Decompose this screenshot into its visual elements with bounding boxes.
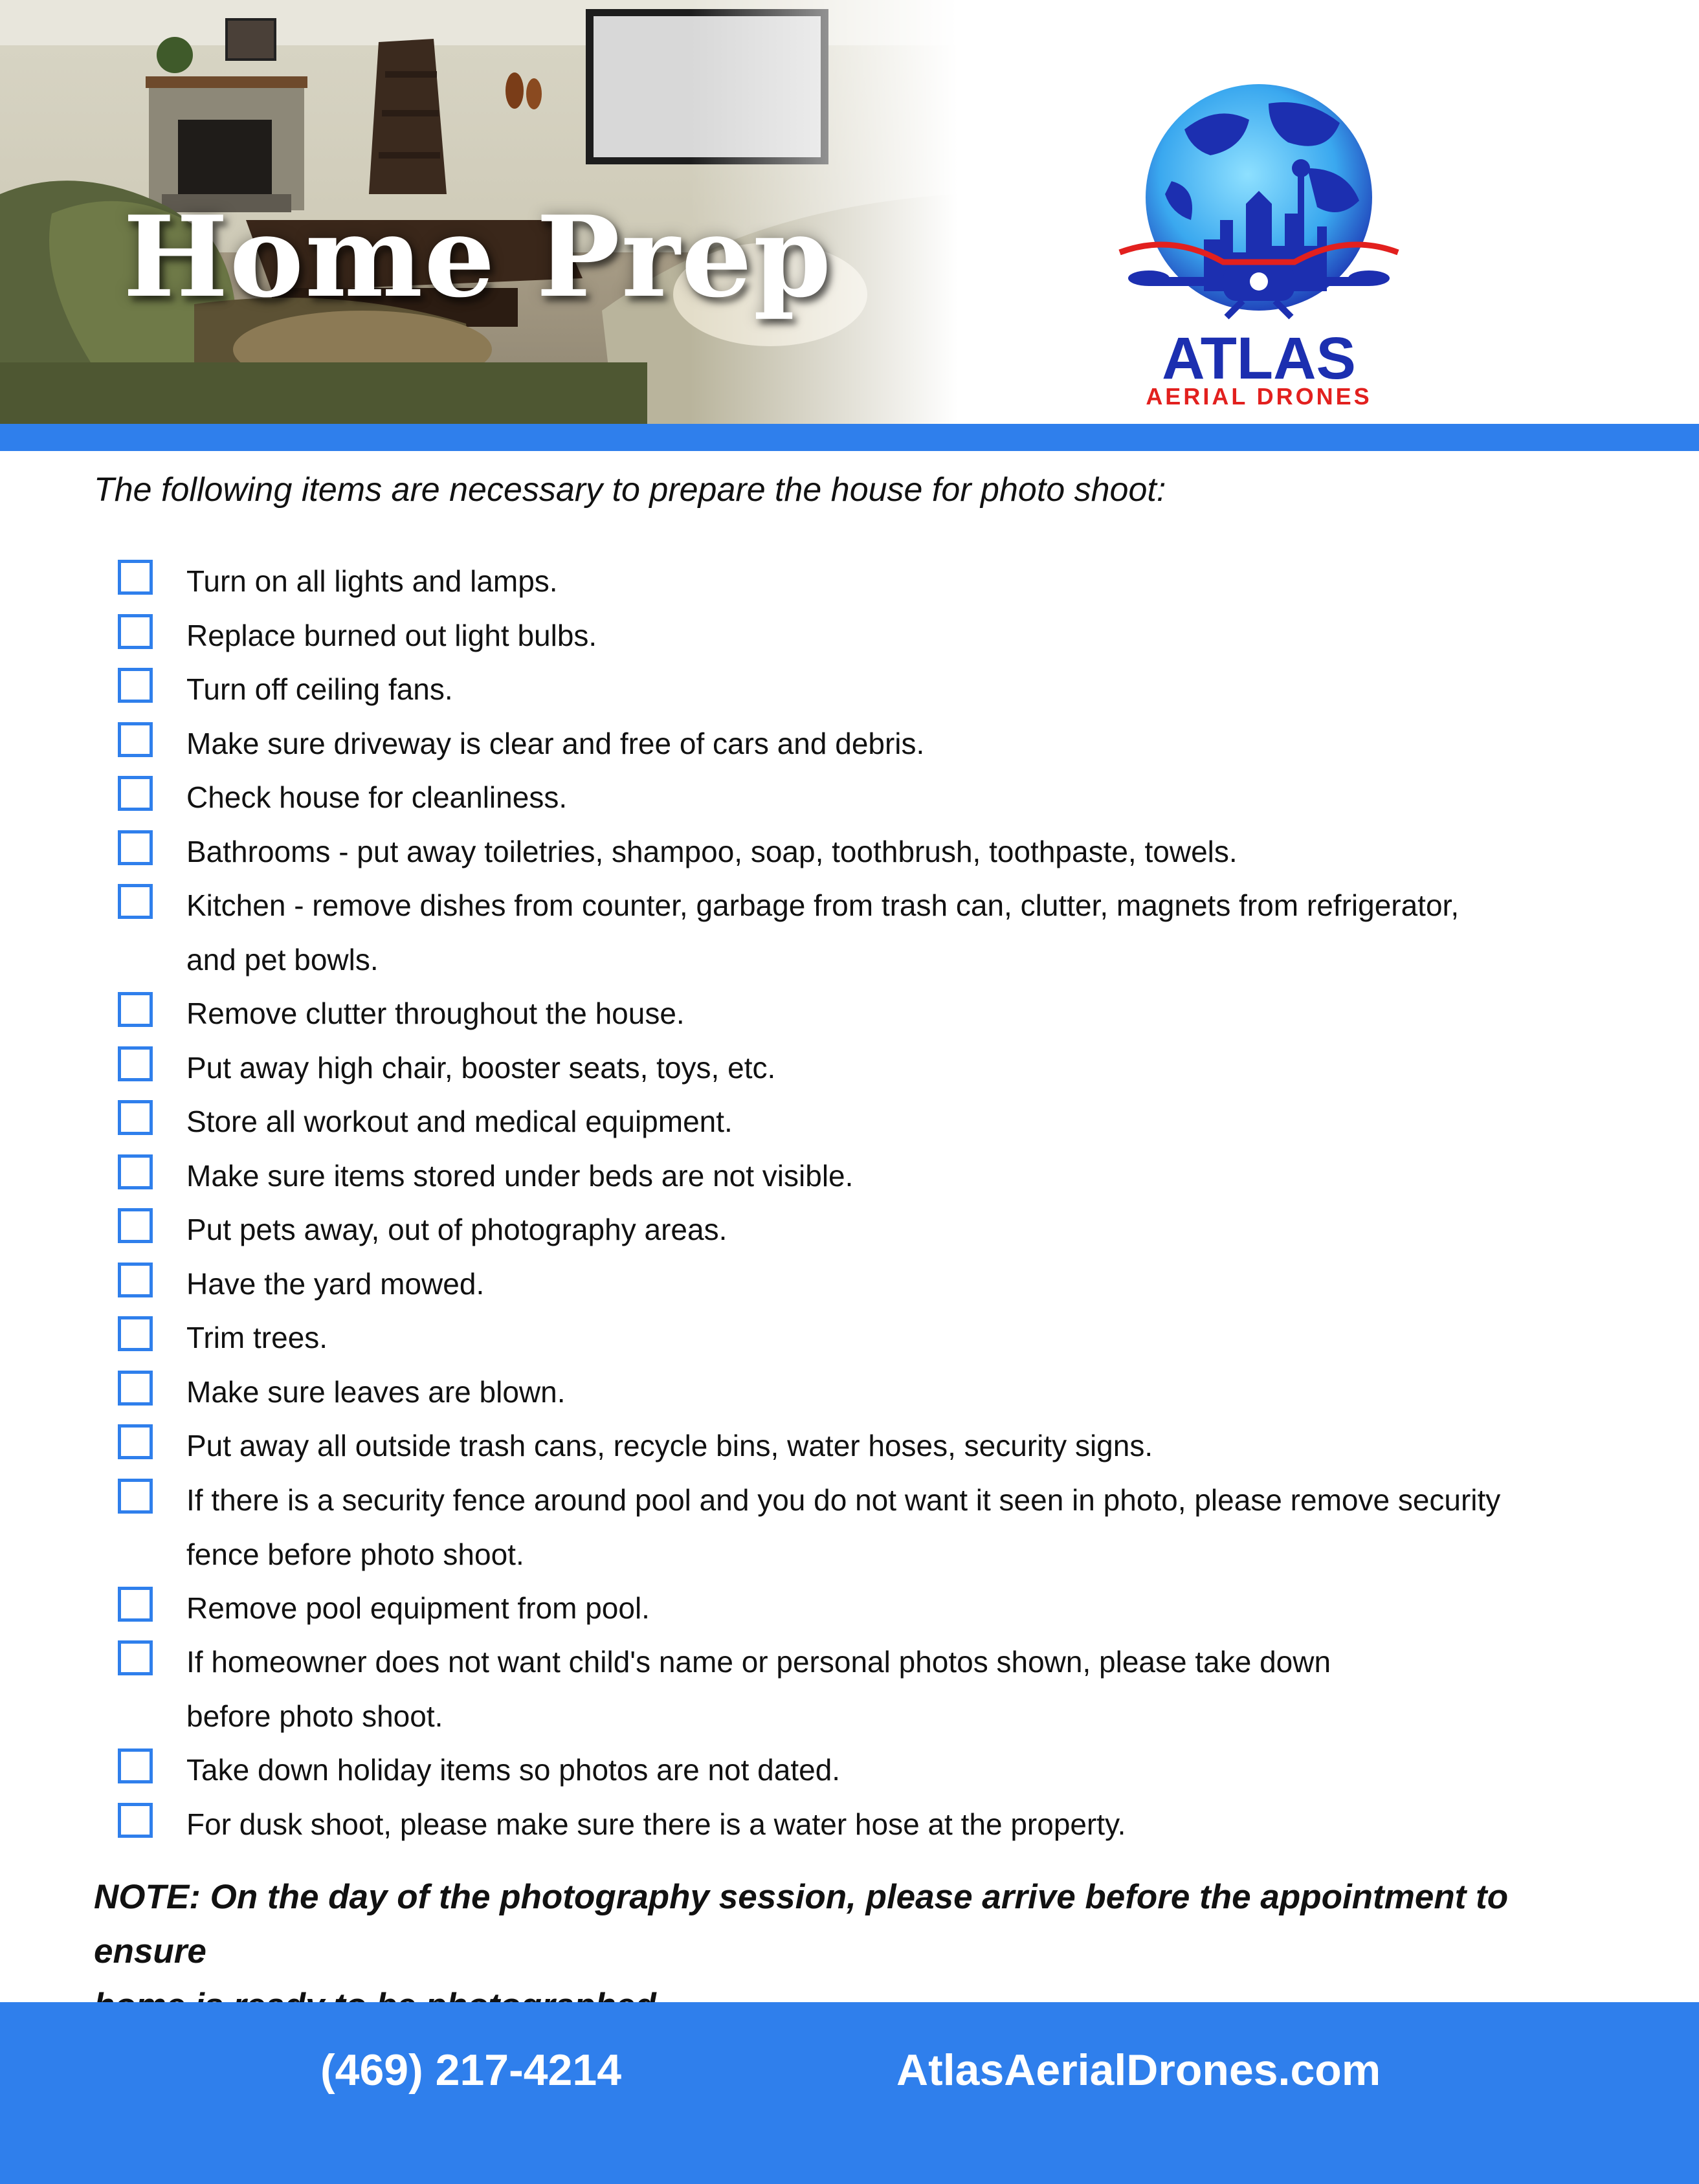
checkbox[interactable] bbox=[118, 884, 153, 919]
atlas-aerial-drones-logo bbox=[1094, 58, 1430, 408]
checklist-item-text bbox=[186, 608, 1559, 663]
checklist-item-line: Put pets away, out of photography areas. bbox=[186, 1213, 727, 1246]
header-accent-band bbox=[0, 424, 1699, 451]
checkbox[interactable] bbox=[118, 614, 153, 649]
checklist-item-line: Turn on all lights and lamps. bbox=[186, 564, 558, 598]
checklist-item-text bbox=[186, 770, 1559, 824]
checkbox[interactable] bbox=[118, 1316, 153, 1351]
checklist-item-text bbox=[186, 1149, 1559, 1203]
checklist-item-line: Put away all outside trash cans, recycle bins, water hoses, security signs. bbox=[186, 1429, 1153, 1462]
checklist-item-line: Replace burned out light bulbs. bbox=[186, 618, 597, 652]
checklist-item-line: For dusk shoot, please make sure there is a water hose at the property. bbox=[186, 1807, 1126, 1841]
checklist-item-text bbox=[186, 1743, 1559, 1797]
intro-text: The following items are necessary to prepare the house for photo shoot: bbox=[94, 471, 1166, 509]
logo-tagline: AERIAL DRONES bbox=[1146, 383, 1372, 408]
checkbox[interactable] bbox=[118, 722, 153, 757]
checkbox[interactable] bbox=[118, 1424, 153, 1459]
checklist-item-text bbox=[186, 554, 1559, 608]
checkbox[interactable] bbox=[118, 1640, 153, 1675]
page-title: Home Prep bbox=[123, 191, 833, 322]
checklist-item-text bbox=[186, 1797, 1559, 1851]
checklist-item-line: Remove clutter throughout the house. bbox=[186, 997, 685, 1030]
checklist-item-line: Kitchen - remove dishes from counter, garbage from trash can, clutter, magnets from refrigerator, bbox=[186, 888, 1460, 922]
checklist-item-text bbox=[186, 1094, 1559, 1149]
checklist-item-line: fence before photo shoot. bbox=[186, 1537, 524, 1571]
checklist-item-text bbox=[186, 1365, 1559, 1419]
checkbox[interactable] bbox=[118, 1748, 153, 1783]
checkbox[interactable] bbox=[118, 992, 153, 1027]
checklist-item-text bbox=[186, 1473, 1559, 1582]
checklist-item-text bbox=[186, 1418, 1559, 1473]
checkbox[interactable] bbox=[118, 668, 153, 703]
checklist-item-text bbox=[186, 878, 1559, 987]
checkbox[interactable] bbox=[118, 1371, 153, 1406]
checkbox[interactable] bbox=[118, 1479, 153, 1514]
checklist-item-line: Trim trees. bbox=[186, 1321, 328, 1354]
checklist-item-line: Put away high chair, booster seats, toys, etc. bbox=[186, 1050, 776, 1085]
checklist-item-line: Make sure items stored under beds are not visible. bbox=[186, 1158, 854, 1193]
checklist-item-text bbox=[186, 824, 1559, 879]
checklist-item-text bbox=[186, 1581, 1559, 1635]
checklist-item-line: Bathrooms - put away toiletries, shampoo, soap, toothbrush, toothpaste, towels. bbox=[186, 834, 1238, 868]
checkbox[interactable] bbox=[118, 1154, 153, 1189]
checklist-item-line: Turn off ceiling fans. bbox=[186, 672, 453, 706]
checkbox[interactable] bbox=[118, 1263, 153, 1297]
checklist-item-text bbox=[186, 716, 1559, 771]
checklist-item-text bbox=[186, 1635, 1559, 1743]
checklist-item-line: Store all workout and medical equipment. bbox=[186, 1105, 733, 1138]
checklist-item-line: Make sure driveway is clear and free of cars and debris. bbox=[186, 726, 925, 760]
checklist-item-line: Take down holiday items so photos are not dated. bbox=[186, 1753, 841, 1787]
checkbox[interactable] bbox=[118, 776, 153, 811]
header-banner bbox=[0, 0, 1699, 424]
checkbox[interactable] bbox=[118, 1587, 153, 1622]
checklist-item-text bbox=[186, 986, 1559, 1041]
checklist-item-line: Check house for cleanliness. bbox=[186, 780, 568, 814]
checklist-item-line: before photo shoot. bbox=[186, 1699, 443, 1733]
checkbox[interactable] bbox=[118, 1046, 153, 1081]
logo-wordmark: ATLAS bbox=[1162, 325, 1356, 392]
note-line-1: NOTE: On the day of the photography session, please arrive before the appointment to ensure bbox=[94, 1878, 1509, 1970]
checkbox[interactable] bbox=[118, 1100, 153, 1135]
checklist-item-line: and pet bowls. bbox=[186, 943, 379, 976]
checklist-item-text bbox=[186, 662, 1559, 716]
checklist-item-line: Make sure leaves are blown. bbox=[186, 1374, 566, 1409]
checklist-item-text bbox=[186, 1202, 1559, 1257]
footer-bar bbox=[0, 2002, 1699, 2184]
checklist-item-text bbox=[186, 1041, 1559, 1095]
checklist-item-line: If there is a security fence around pool and you do not want it seen in photo, please remove security bbox=[186, 1483, 1501, 1517]
checklist-item-line: Remove pool equipment from pool. bbox=[186, 1591, 650, 1625]
checklist-item-text bbox=[186, 1310, 1559, 1365]
website-link[interactable]: AtlasAerialDrones.com bbox=[896, 2046, 1381, 2095]
checkbox[interactable] bbox=[118, 1208, 153, 1243]
checklist-item-line: Have the yard mowed. bbox=[186, 1266, 485, 1301]
checkbox[interactable] bbox=[118, 1803, 153, 1838]
phone-number[interactable]: (469) 217-4214 bbox=[320, 2046, 622, 2095]
checkbox[interactable] bbox=[118, 830, 153, 865]
checkbox[interactable] bbox=[118, 560, 153, 595]
checklist-item-text bbox=[186, 1257, 1559, 1311]
checklist-item-line: If homeowner does not want child's name or personal photos shown, please take down bbox=[186, 1645, 1331, 1679]
